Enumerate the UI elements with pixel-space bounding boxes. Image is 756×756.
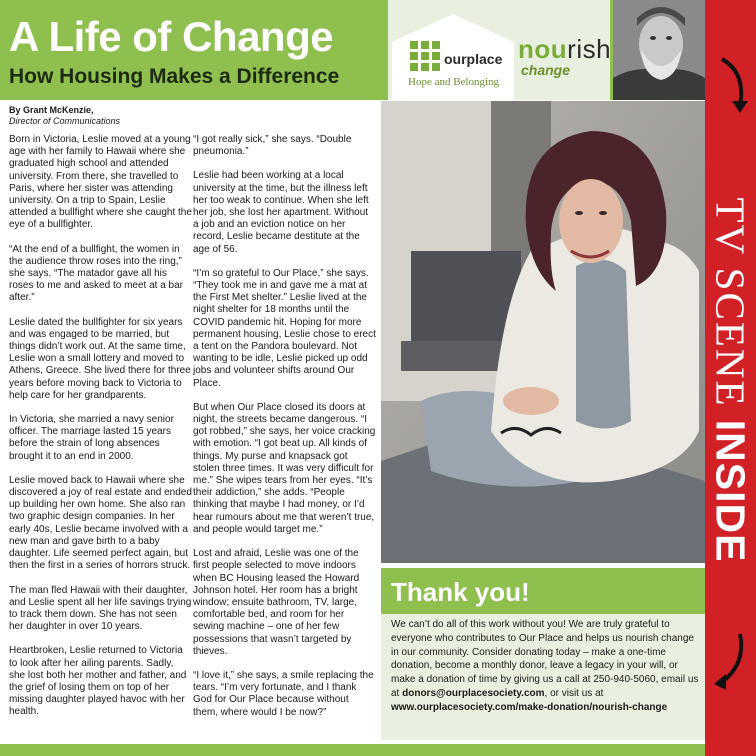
article-paragraph: In Victoria, she married a navy senior officer. The marriage lasted 15 years before the strain of long absences brought it to an end in 2000. xyxy=(9,414,174,462)
article-column-1 xyxy=(9,134,192,731)
article-column-2 xyxy=(193,134,376,731)
article-paragraph: Leslie had been working at a local university at the time, but the illness left her too weak to continue. When she left her job, she lost her apartment. Without a job and an eviction notice on her record, Leslie became destitute at the age of 56. xyxy=(193,170,369,255)
article-paragraph: But when Our Place closed its doors at night, the streets became dangerous. “I got robbed,” she says, her voice cracking with emotion. “I got beat up. All kinds of things. My purse and knapsack got stolen three times. It was very difficult for me.” She wipes tears from her eyes. “It’s their addiction,” she adds. “People thinking that maybe I had money, or I’d hear rumours about me that weren’t true, and people would target me.” xyxy=(193,401,376,535)
article-paragraph: “I got really sick,” she says. “Double pneumonia.” xyxy=(193,134,352,158)
banner-inside: INSIDE xyxy=(707,419,754,563)
article-paragraph: “I love it,” she says, a smile replacing the tears. “I’m very fortunate, and I thank God for Our Place because without them, where would I be now?” xyxy=(193,669,374,718)
article-paragraph: Born in Victoria, Leslie moved at a young age with her family to Hawaii where she graduated high school and attended university. From there, she travelled to Paris, where her sister was attending university. On a trip to Spain, Leslie attended a bullfight where she caught the eye of a bullfighter. xyxy=(9,134,192,231)
byline xyxy=(9,105,120,127)
nourish-wordmark xyxy=(518,34,611,65)
page-subtitle: How Housing Makes a Difference xyxy=(9,65,340,88)
curved-arrow-icon xyxy=(710,630,750,690)
article-paragraph: Leslie moved back to Hawaii where she discovered a joy of real estate and ended up building her own home. She also ran two graphic design companies. In her early 40s, Leslie became involved with a new man and gave birth to a baby daughter. Life seemed perfect again, but then the first in a series of horrors struck. xyxy=(9,474,192,572)
curved-arrow-icon xyxy=(710,55,750,115)
thank-you-text xyxy=(391,618,701,715)
page-title: A Life of Change xyxy=(9,13,334,60)
article-paragraph: Lost and afraid, Leslie was one of the first people selected to move indoors when BC Housing leased the Howard Johnson hotel. Her room has a bright window; ensuite bathroom, TV, large, comfortable bed, and room for her sewing machine – one of her few possessions that wasn’t targeted by thieves. xyxy=(193,548,360,657)
article-paragraph: “At the end of a bullfight, the women in the audience throw roses into the ring,” she says. “The matador gave all his roses to me and asked to meet at a bar after.” xyxy=(9,243,183,304)
banner-tv-scene: TV SCENE xyxy=(707,197,754,420)
byline-author: By Grant McKenzie, xyxy=(9,105,94,115)
thank-you-body-2: , or visit us at xyxy=(544,687,604,699)
byline-role: Director of Communications xyxy=(9,116,121,126)
thank-you-body: We can’t do all of this work without you! We are truly grateful to everyone who contributes to Our Place and helps us nourish change in our community. Consider donating today – make a one-time donation, become a monthly donor, leave a legacy in your will, or make a donation of time by giving us a call at 250-940-5060, email us at xyxy=(391,619,699,699)
article-paragraph: “I’m so grateful to Our Place,” she says. “They took me in and gave me a mat at the First Met shelter.” Leslie lived at the night shelter for 18 months until the COVID pandemic hit. Hoping for more permanent housing, Leslie chose to erect a tent on the Pandora boulevard. Not wanting to be idle, Leslie picked up odd jobs and volunteer shifts around Our Place. xyxy=(193,267,376,389)
article-paragraph: The man fled Hawaii with their daughter, and Leslie spent all her life savings trying to track them down. She has not seen her daughter in over 10 years. xyxy=(9,584,192,633)
donor-email-link[interactable]: donors@ourplacesociety.com xyxy=(402,687,545,699)
nourish-rest: rish xyxy=(567,34,612,64)
thank-you-title: Thank you! xyxy=(391,577,530,607)
donation-url-link[interactable]: www.ourplacesociety.com/make-donation/nourish-change xyxy=(391,701,668,713)
man-portrait-icon xyxy=(613,0,705,100)
banner-text xyxy=(707,197,754,563)
logo-tagline: Hope and Belonging xyxy=(408,76,500,88)
change-wordmark: change xyxy=(521,62,571,78)
nourish-highlight: nou xyxy=(518,34,568,64)
woman-seated-photo xyxy=(381,101,705,563)
article-paragraph: Heartbroken, Leslie returned to Victoria to look after her ailing parents. Sadly, she lost both her mother and father, and the grief of losing them on top of her missing daughter played havoc with her health. xyxy=(9,645,187,718)
bottom-bar xyxy=(0,744,705,756)
logo-name: ourplace xyxy=(444,51,503,67)
article-paragraph: Leslie dated the bullfighter for six years and was engaged to be married, but things didn’t work out. At the same time, Leslie won a small lottery and moved to Athens, Greece. She lived there for three years before moving back to Victoria to help care for her grandparents. xyxy=(9,316,191,401)
